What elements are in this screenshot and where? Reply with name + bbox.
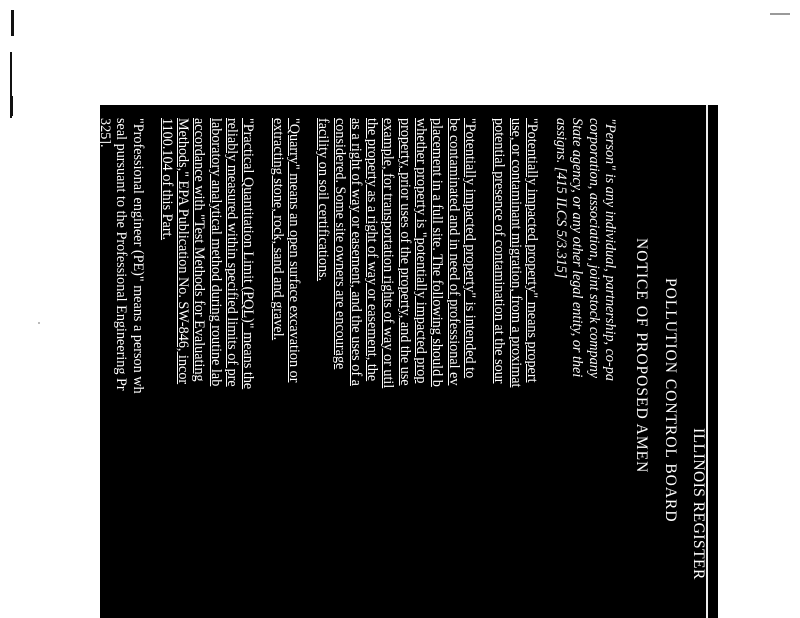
scanned-document-page — [5, 105, 718, 618]
definitions-list — [6, 118, 619, 618]
definition-line: corporation, association, joint stock company — [585, 118, 602, 379]
definition-line: facility on soil certifications. — [315, 118, 332, 282]
definition-line: "Professional Geologist (PG)" means a person li — [67, 118, 84, 393]
definition-line: professional geologist pursuant to the Professiona — [51, 118, 68, 401]
definition-line: be contaminated and in need of professional ev — [445, 118, 462, 386]
definition-line: "Person" is any individual, partnership, co-pa — [602, 118, 618, 381]
scan-margin-mark — [11, 10, 14, 36]
definition-line: "Professional engineer (PE)" means a person wh — [129, 118, 146, 394]
board-name: POLLUTION CONTROL BOARD — [662, 278, 679, 523]
definition-line: "Quarry" means an open surface excavation or — [285, 118, 302, 383]
definition-line: Methods," EPA Publication No. SW-846, incor — [175, 118, 192, 385]
definition-line: accordance with "Test Methods for Evaluating — [191, 118, 208, 382]
definition-line: considered. Some site owners are encourage — [331, 118, 348, 370]
rotated-document-text — [5, 118, 707, 618]
definition-line: potential presence of contamination at the sour — [491, 118, 508, 384]
definition-line: "Runoff" means water resulting from precipitatio — [5, 118, 22, 397]
definition-line: 1100.104 of this Part. — [158, 118, 175, 241]
notice-heading: NOTICE OF PROPOSED AMEN — [633, 238, 650, 474]
definition-line: 325]. — [96, 118, 113, 148]
definition-line: seal pursuant to the Professional Engineering Pr — [113, 118, 130, 391]
scan-smudge — [770, 13, 790, 15]
scan-margin-mark — [10, 96, 13, 116]
definition-line: whether property is "potentially impacted prop — [413, 118, 430, 384]
definition-line: reliably measured within specified limits of pre — [224, 118, 241, 387]
definition-paragraph — [491, 118, 540, 618]
definition-line: the property as a right of way or easement, the — [364, 118, 381, 382]
definition-line: example, for transportation rights of way or util — [380, 118, 397, 389]
definition-line: "Potentially impacted property" means propert — [523, 118, 540, 383]
definition-line: State agency, or any other legal entity, or thei — [569, 118, 586, 378]
definition-paragraph — [269, 118, 302, 618]
definition-line: "Practical Quantitation Limit (PQL)" means the — [240, 118, 257, 390]
definition-paragraph — [315, 118, 478, 618]
definition-line: laboratory analytical method during routine lab — [207, 118, 224, 387]
definition-paragraph — [97, 118, 146, 618]
definition-line: ILCS 745]. — [35, 118, 52, 182]
definition-line: extracting stone, rock, sand and gravel. — [269, 118, 286, 341]
definition-line: placement in a full site. The following should b — [429, 118, 446, 387]
definition-paragraph — [159, 118, 257, 618]
definition-paragraph — [35, 118, 84, 618]
definition-line: assigns. [415 ILCS 5/3.315] — [553, 118, 570, 279]
register-title: ILLINOIS REGISTER — [690, 428, 707, 580]
definition-line: as a right of way or easement, and the uses of a — [347, 118, 364, 386]
definition-line: use, or contaminant migration, from a proximat — [507, 118, 524, 388]
definition-paragraph — [6, 118, 22, 618]
definition-paragraph — [553, 118, 618, 618]
definition-line: property, prior uses of the property, and the use — [396, 118, 413, 386]
definition-line: "Potentially impacted property" is intended to — [461, 118, 478, 379]
